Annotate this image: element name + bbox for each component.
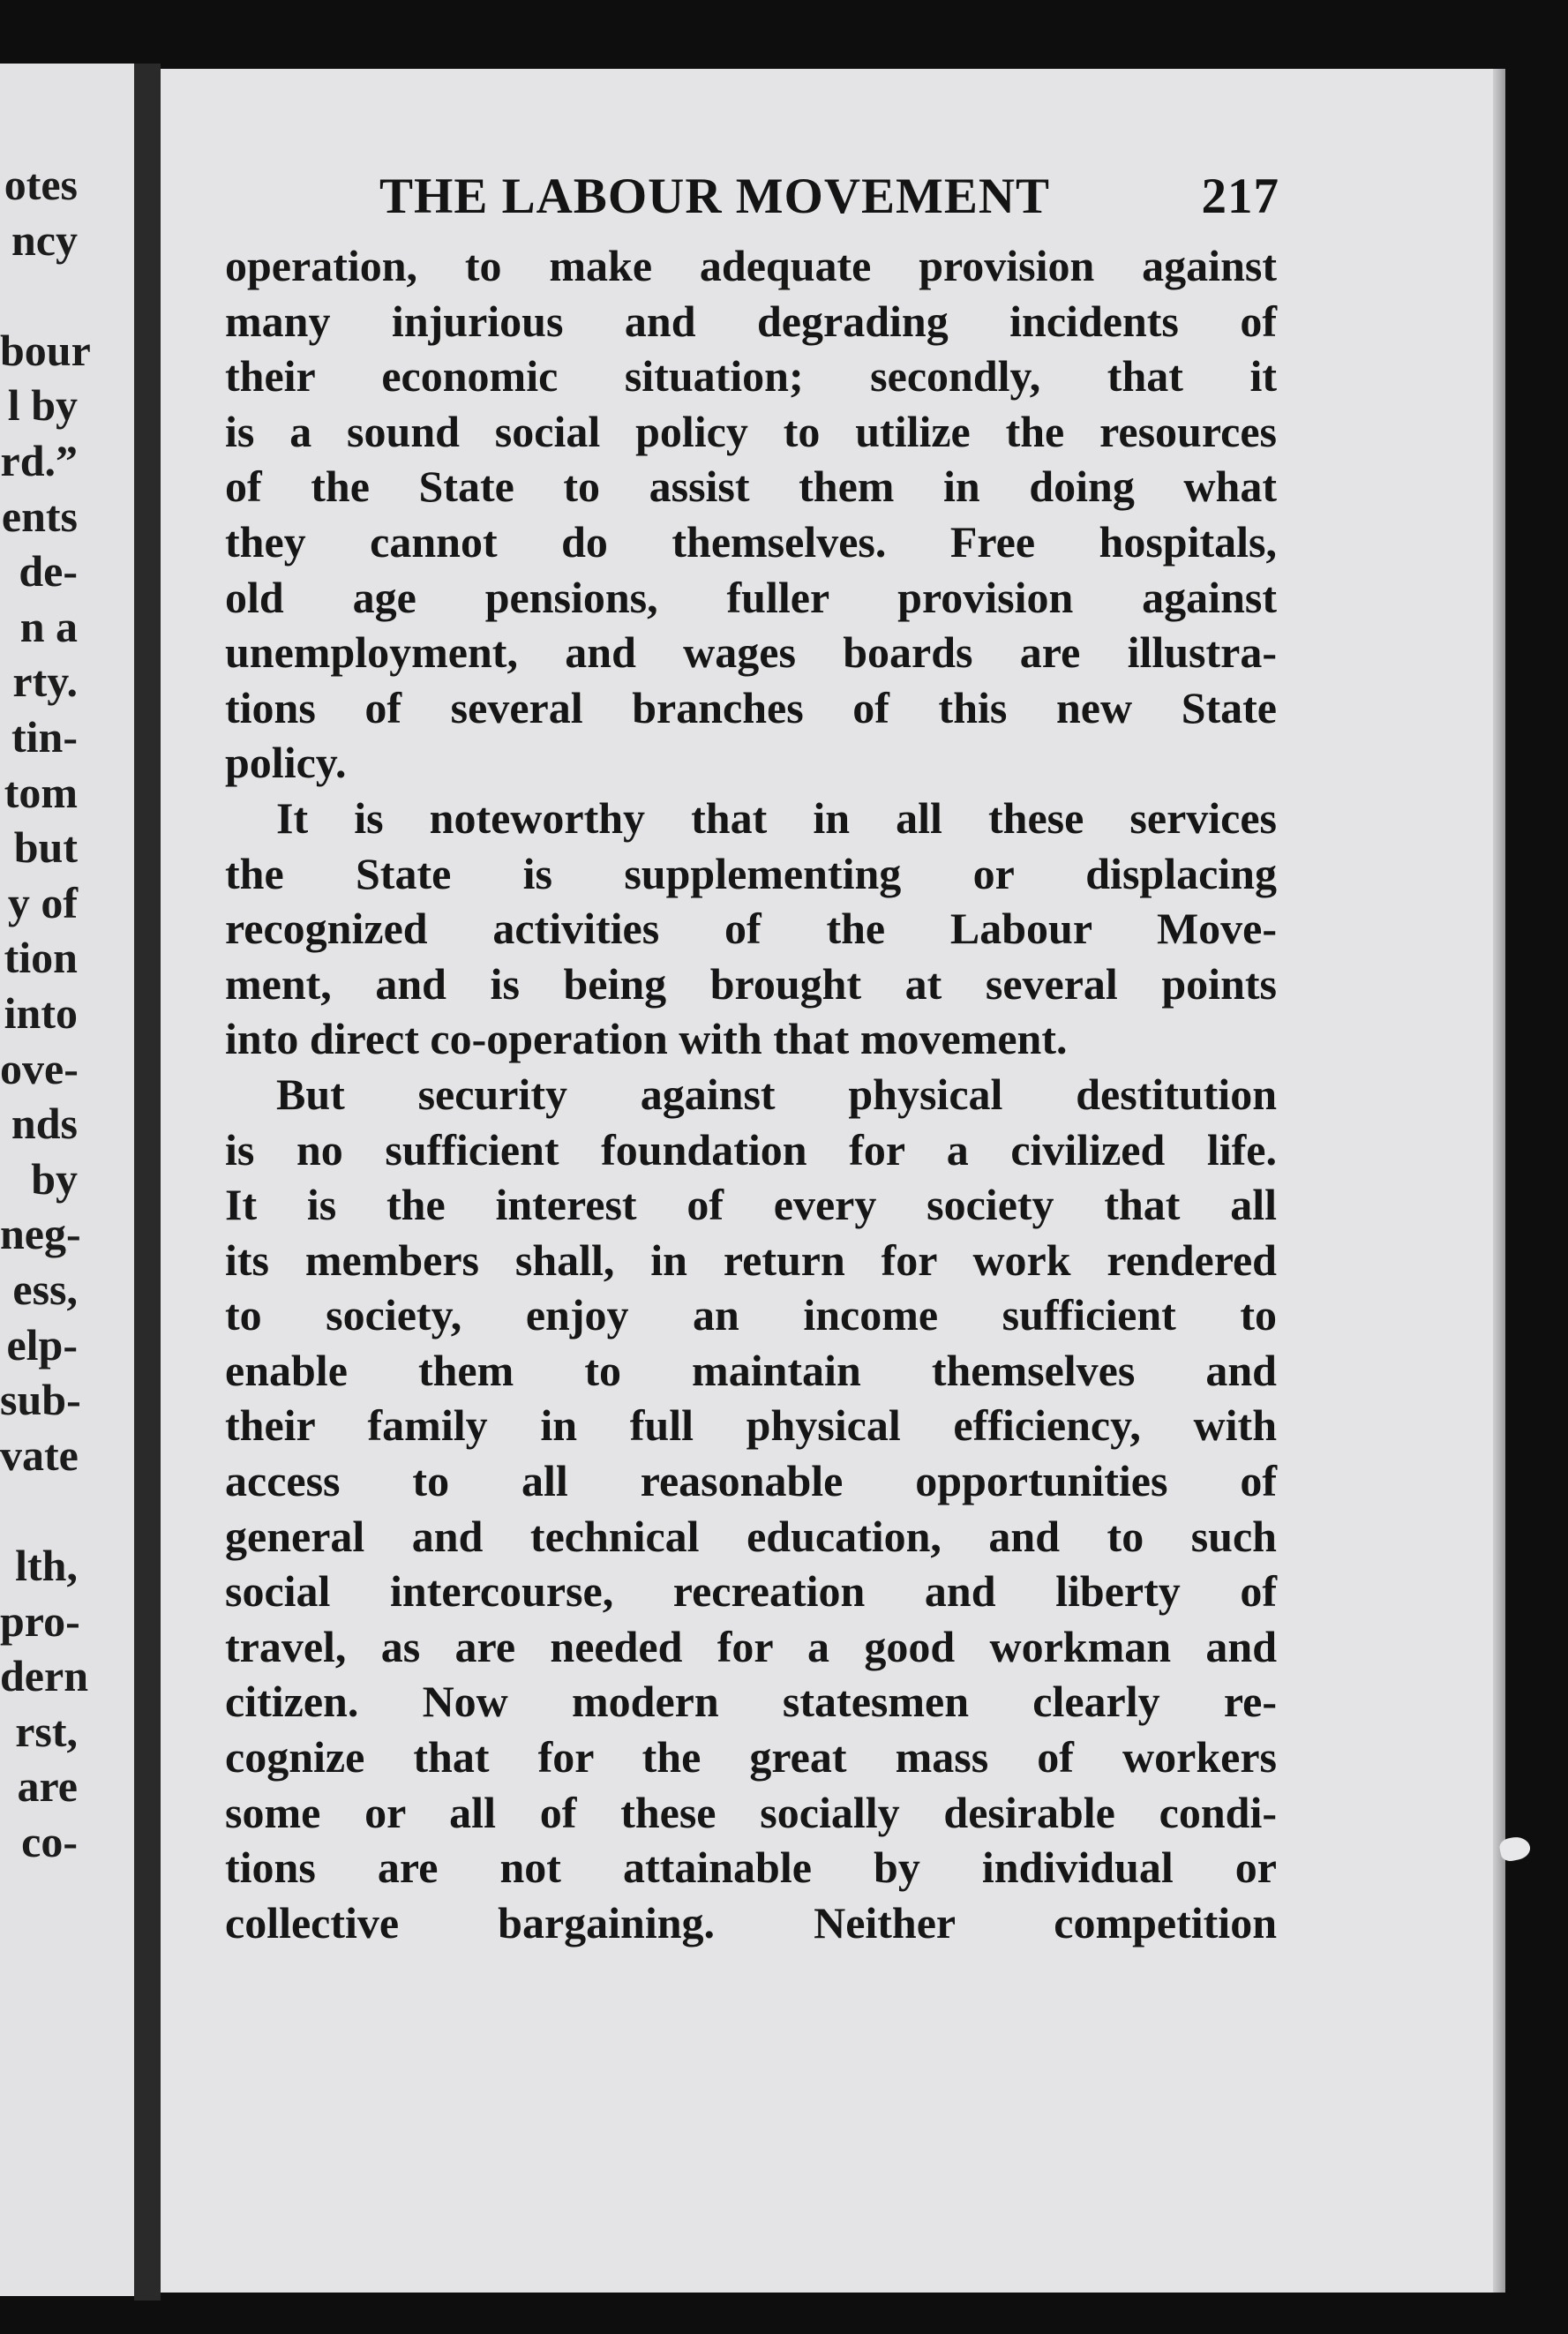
text-line: their economic situation; secondly, that it: [225, 351, 1277, 402]
previous-page-line-fragment: sub-: [0, 1375, 81, 1425]
text-line: they cannot do themselves. Free hospitals,: [225, 516, 1277, 567]
text-line: old age pensions, fuller provision against: [225, 572, 1277, 622]
text-line: It is noteworthy that in all these services: [276, 792, 1277, 843]
running-head-title: THE LABOUR MOVEMENT: [379, 169, 1051, 224]
previous-page-line-fragment: elp-: [6, 1319, 78, 1370]
previous-page-line-fragment: dern: [0, 1651, 88, 1701]
previous-page-line-fragment: ncy: [11, 214, 78, 265]
text-line: its members shall, in return for work rendered: [225, 1235, 1277, 1285]
previous-page-line-fragment: by: [31, 1153, 78, 1204]
text-line: ment, and is being brought at several points: [225, 958, 1277, 1009]
previous-page-line-fragment: lth,: [15, 1541, 78, 1590]
text-line: But security against physical destitution: [276, 1069, 1277, 1119]
previous-page-line-fragment: ess,: [12, 1265, 78, 1314]
text-line: social intercourse, recreation and liberty of: [225, 1566, 1277, 1617]
text-line: enable them to maintain themselves and: [225, 1345, 1277, 1395]
text-line: collective bargaining. Neither competition: [225, 1897, 1277, 1948]
text-line: citizen. Now modern statesmen clearly re-: [225, 1677, 1277, 1727]
previous-page-line-fragment: but: [13, 822, 78, 873]
previous-page-fragment: [0, 64, 134, 2296]
previous-page-line-fragment: nds: [11, 1099, 78, 1149]
previous-page-line-fragment: y of: [7, 877, 78, 927]
book-gutter: [134, 64, 161, 2300]
previous-page-line-fragment: rd.”: [0, 436, 78, 485]
previous-page-line-fragment: otes: [4, 160, 78, 209]
text-line: travel, as are needed for a good workman and: [225, 1621, 1277, 1671]
page-number: 217: [1201, 169, 1279, 224]
text-line: recognized activities of the Labour Move-: [225, 904, 1277, 954]
previous-page-line-fragment: tin-: [11, 712, 78, 762]
previous-page-line-fragment: rty.: [12, 657, 78, 707]
previous-page-line-fragment: n a: [19, 601, 78, 651]
page-edge: [1493, 69, 1505, 2293]
text-line: their family in full physical efficiency, with: [225, 1400, 1277, 1451]
text-line: access to all reasonable opportunities of: [225, 1456, 1277, 1506]
previous-page-line-fragment: pro-: [0, 1595, 80, 1646]
text-line: is no sufficient foundation for a civilized life.: [225, 1124, 1277, 1175]
text-line: unemployment, and wages boards are illustra-: [225, 627, 1277, 678]
previous-page-line-fragment: neg-: [0, 1209, 81, 1259]
text-line: tions of several branches of this new State: [225, 682, 1277, 732]
text-line: some or all of these socially desirable condi-: [225, 1787, 1277, 1837]
paragraph: [225, 1067, 1277, 1951]
text-line: operation, to make adequate provision against: [225, 241, 1277, 290]
text-line: the State is supplementing or displacing: [225, 848, 1277, 898]
text-line: of the State to assist them in doing what: [225, 462, 1277, 512]
previous-page-line-fragment: vate: [0, 1430, 79, 1480]
text-line: general and technical education, and to such: [225, 1511, 1277, 1561]
paragraph: [225, 791, 1277, 1067]
previous-page-line-fragment: l by: [7, 380, 78, 431]
text-line: is a sound social policy to utilize the resources: [225, 406, 1277, 456]
text-line: policy.: [225, 738, 347, 788]
text-line: cognize that for the great mass of workers: [225, 1732, 1277, 1782]
text-line: into direct co-operation with that movement.: [225, 1014, 1068, 1064]
previous-page-line-fragment: tom: [4, 767, 78, 817]
text-line: tions are not attainable by individual or: [225, 1842, 1277, 1893]
previous-page-line-fragment: into: [4, 988, 78, 1038]
previous-page-line-fragment: ove-: [0, 1043, 79, 1093]
body-text: [225, 238, 1277, 1950]
text-line: It is the interest of every society that all: [225, 1180, 1277, 1230]
previous-page-line-fragment: co-: [21, 1817, 78, 1866]
previous-page-line-fragment: are: [17, 1761, 78, 1812]
previous-page-line-fragment: tion: [4, 933, 78, 983]
previous-page-line-fragment: de-: [19, 546, 78, 597]
previous-page-line-fragment: bour: [0, 325, 91, 375]
previous-page-line-fragment: ents: [1, 491, 78, 541]
paragraph: [225, 238, 1277, 791]
previous-page-line-fragment: rst,: [15, 1706, 78, 1756]
text-line: many injurious and degrading incidents of: [225, 296, 1277, 346]
text-line: to society, enjoy an income sufficient to: [225, 1290, 1277, 1340]
